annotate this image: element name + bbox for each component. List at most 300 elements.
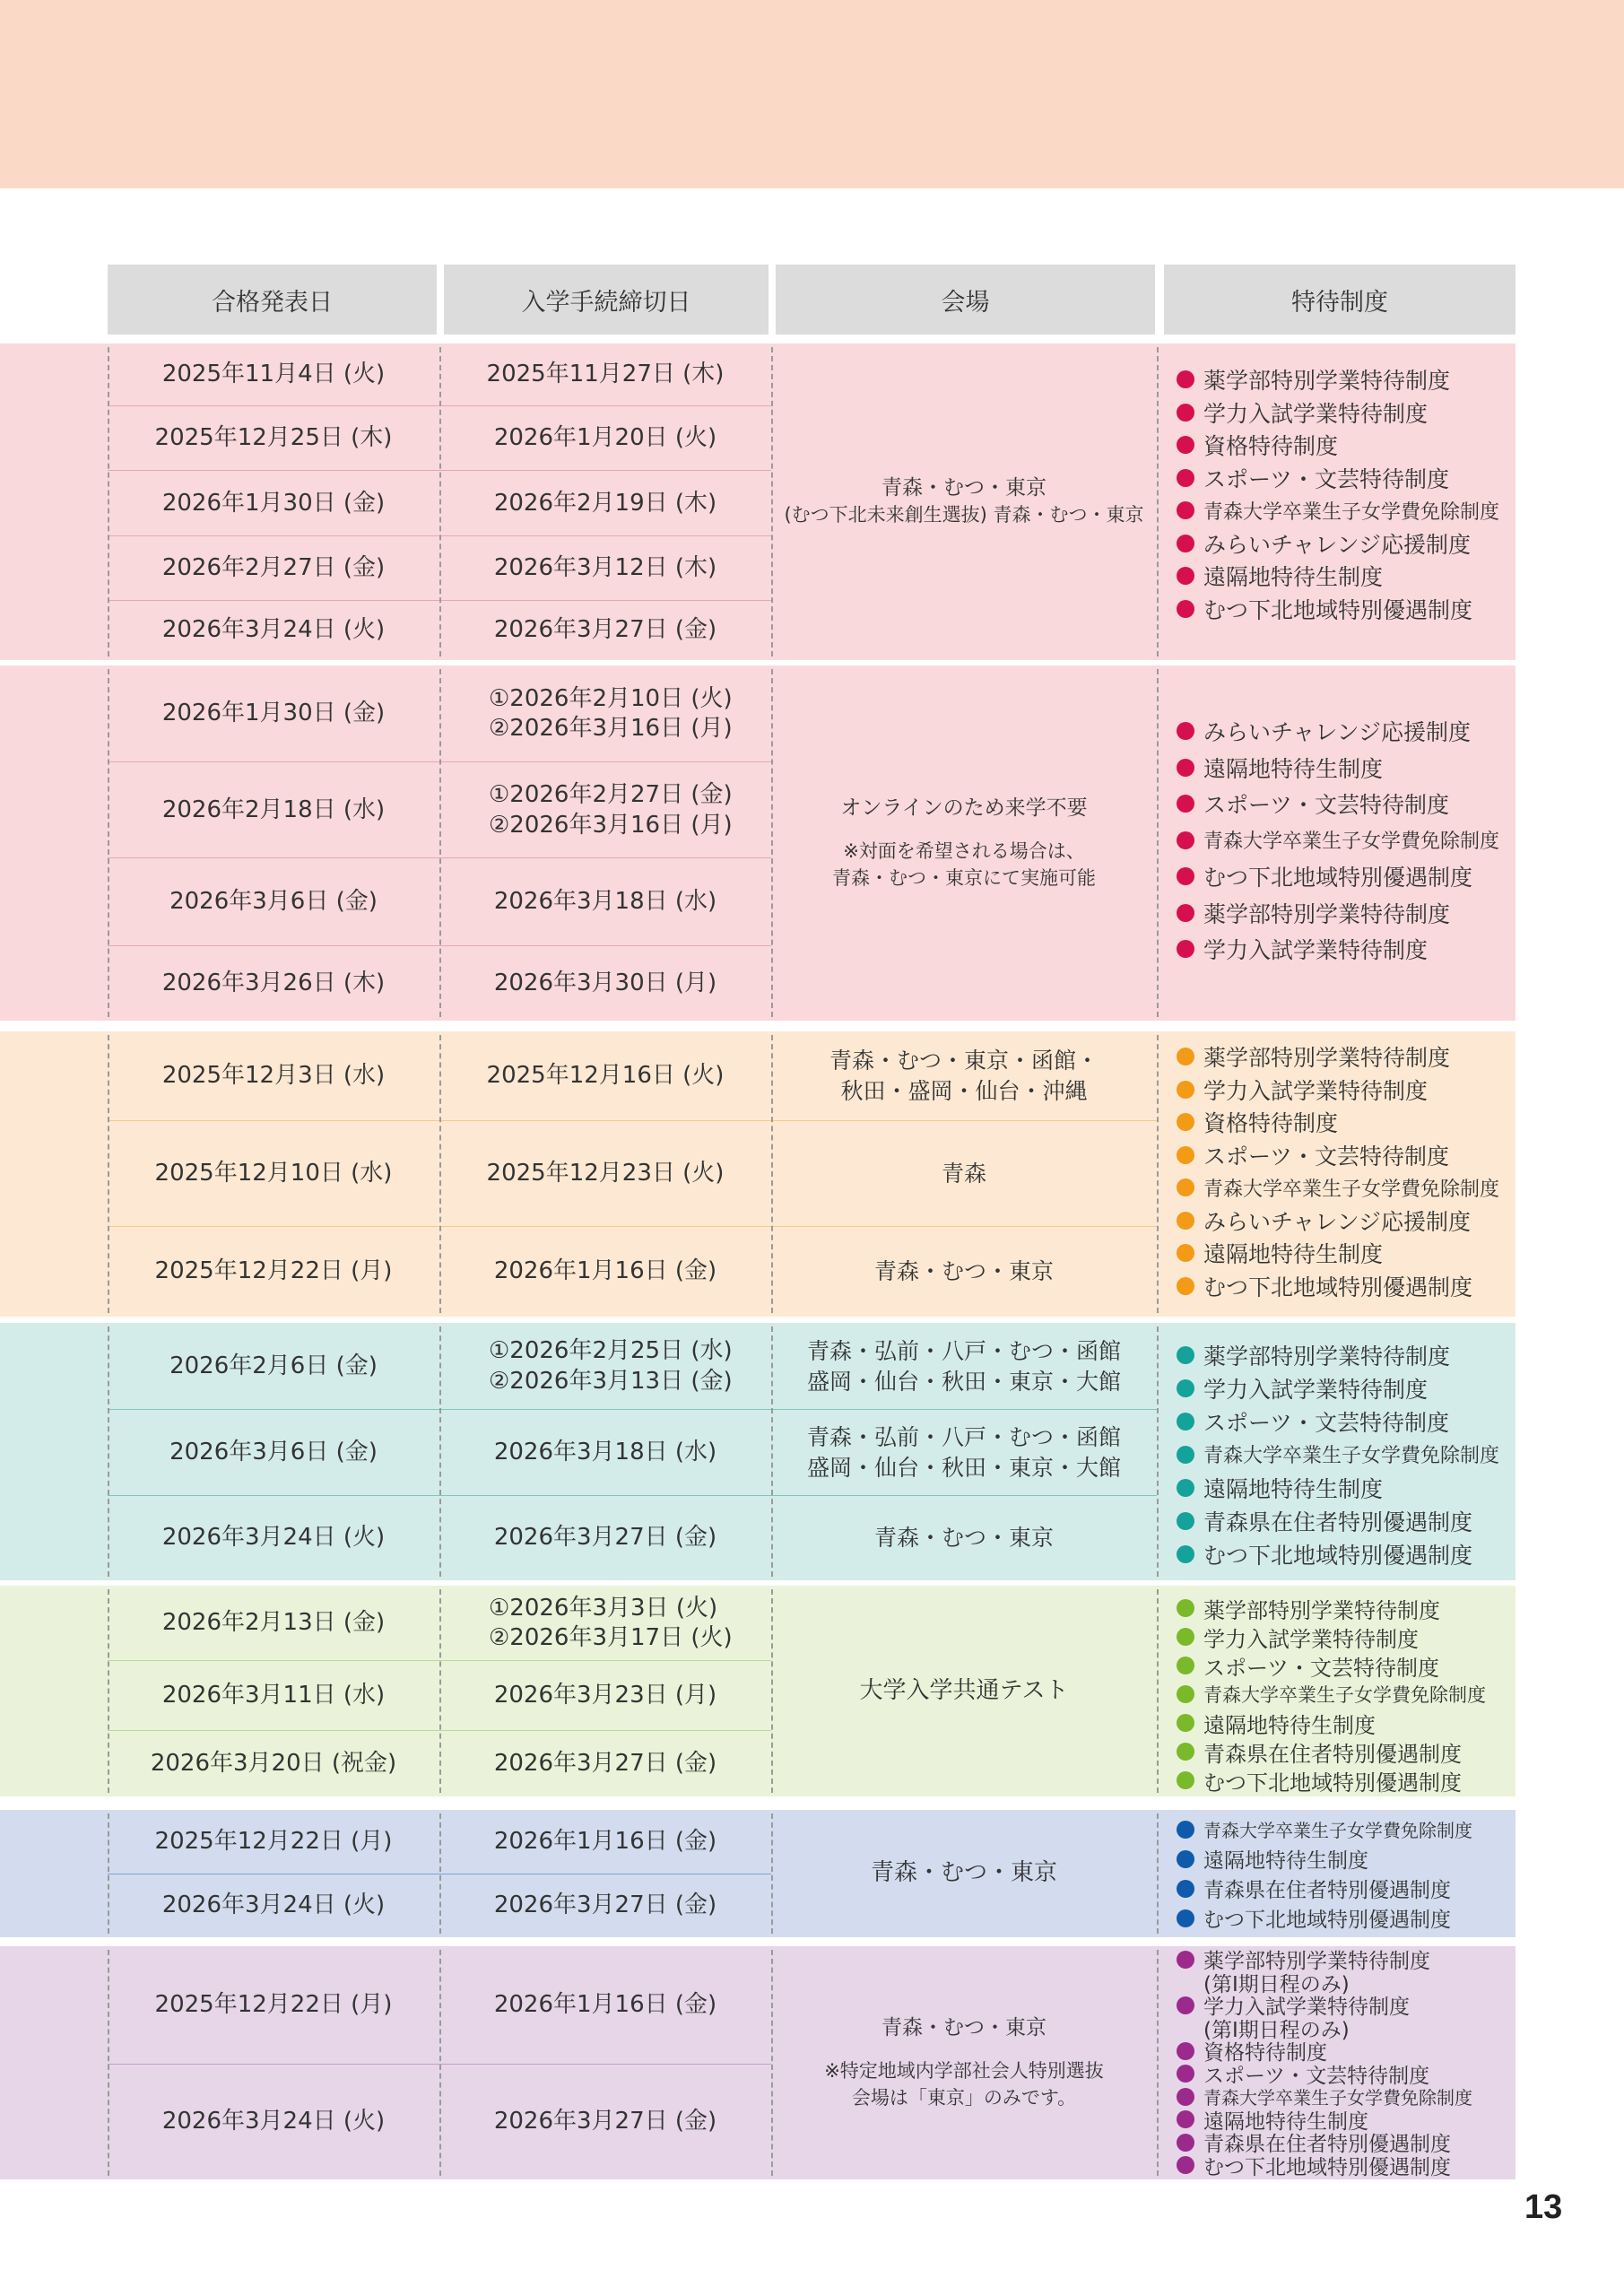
header-enrollment-deadline: 入学手続締切日 (444, 265, 769, 335)
scholarship-name: 薬学部特別学業特待制度 (1203, 1950, 1430, 1974)
text-line: 2026年2月6日 (金) (169, 1352, 378, 1379)
scholarship-item (1177, 1903, 1472, 1933)
scholarship-name: 学力入試学業特待制度 (1203, 1626, 1419, 1652)
text-line: 青森・むつ・東京 (881, 2016, 1046, 2040)
venue-cell (771, 1121, 1157, 1227)
scholarship-item (1177, 1040, 1499, 1074)
deadline-cell (489, 665, 758, 762)
column-divider (108, 1035, 109, 1313)
text-line: ①2026年3月3日 (火) (489, 1594, 718, 1622)
scholarship-item (1177, 1504, 1499, 1537)
deadline-cell (489, 1586, 758, 1661)
column-divider (771, 1813, 773, 1934)
text-line: ②2026年3月13日 (金) (489, 1367, 733, 1395)
scholarship-item (1177, 396, 1499, 430)
scholarship-name: 遠隔地特待生制度 (1203, 1241, 1384, 1268)
text-line: ②2026年3月16日 (月) (489, 811, 733, 839)
text-line: 2025年12月22日 (月) (154, 1991, 393, 2019)
scholarship-item (1177, 429, 1499, 462)
text-line: 2026年2月19日 (木) (493, 489, 717, 517)
bullet-dot-icon (1177, 1714, 1194, 1732)
scholarship-name: 薬学部特別学業特待制度 (1203, 900, 1451, 927)
deadline-cell (439, 601, 771, 660)
announcement-date-cell (108, 1586, 439, 1661)
scholarship-name: むつ下北地域特別優遇制度 (1203, 2155, 1451, 2179)
column-divider (439, 1035, 441, 1313)
text-line: ②2026年3月17日 (火) (489, 1624, 733, 1651)
text-line: 2026年3月24日 (火) (161, 616, 386, 644)
text-line: 2026年1月20日 (火) (493, 424, 717, 452)
scholarship-list (1177, 713, 1499, 968)
text-line: ①2026年2月10日 (火) (489, 684, 733, 712)
text-line: 2026年1月30日 (金) (161, 489, 386, 517)
deadline-cell (439, 536, 771, 601)
text-line: 2025年12月3日 (水) (161, 1062, 386, 1090)
announcement-date-cell (108, 471, 439, 536)
scholarship-item (1177, 1537, 1499, 1570)
text-line: 2025年12月25日 (木) (154, 424, 393, 452)
header-announcement-date: 合格発表日 (108, 265, 437, 335)
announcement-date-cell (108, 1661, 439, 1731)
bullet-dot-icon (1177, 1212, 1194, 1230)
scholarship-item (1177, 1844, 1472, 1874)
text-line: 2026年3月26日 (木) (161, 969, 386, 996)
scholarship-item (1177, 931, 1499, 968)
scholarship-item (1177, 1651, 1486, 1680)
scholarship-item (1177, 1205, 1499, 1238)
text-line: 2026年3月24日 (火) (161, 1892, 386, 1919)
bullet-dot-icon (1177, 1113, 1194, 1131)
scholarship-name: 学力入試学業特待制度 (1203, 1376, 1429, 1403)
text-line: 2026年1月16日 (金) (493, 1991, 717, 2019)
bullet-dot-icon (1177, 1178, 1194, 1196)
scholarship-name: 遠隔地特待生制度 (1203, 2109, 1368, 2134)
deadline-cell (489, 1323, 758, 1410)
scholarship-item (1177, 1171, 1499, 1205)
text-line: 青森・弘前・八戸・むつ・函館 (806, 1337, 1121, 1364)
text-line: 2026年3月23日 (月) (493, 1682, 717, 1709)
deadline-cell (439, 1227, 771, 1317)
scholarship-item (1177, 363, 1499, 396)
announcement-date-cell (108, 601, 439, 660)
scholarship-item (1177, 1139, 1499, 1172)
announcement-date-cell (108, 1874, 439, 1937)
bullet-dot-icon (1177, 1951, 1194, 1969)
text-line: 2026年2月27日 (金) (161, 554, 386, 582)
text-line: 青森・むつ・東京 (873, 1258, 1054, 1285)
scholarship-name: 青森大学卒業生子女学費免除制度 (1203, 1684, 1486, 1706)
scholarship-name: 青森県在住者特別優遇制度 (1203, 2133, 1451, 2157)
scholarship-item (1177, 1270, 1499, 1303)
column-divider (1157, 1326, 1159, 1577)
venue-cell (771, 344, 1157, 660)
bullet-dot-icon (1177, 600, 1194, 618)
section-band (0, 1586, 1624, 1796)
scholarship-name: 青森大学卒業生子女学費免除制度 (1203, 1445, 1500, 1467)
column-divider (1157, 669, 1159, 1017)
scholarship-item (1177, 593, 1499, 626)
scholarship-name: むつ下北地域特別優遇制度 (1203, 1909, 1451, 1932)
scholarship-list (1177, 1594, 1486, 1795)
column-divider (771, 1589, 773, 1793)
venue-cell (771, 1323, 1157, 1410)
announcement-date-cell (108, 1031, 439, 1121)
scholarship-name: 学力入試学業特待制度 (1203, 400, 1429, 427)
scholarship-name: 学力入試学業特待制度 (1203, 1996, 1410, 2020)
text-line: 2026年3月11日 (水) (161, 1682, 386, 1709)
deadline-cell (439, 471, 771, 536)
scholarship-name: むつ下北地域特別優遇制度 (1203, 865, 1473, 891)
scholarship-item (1177, 1471, 1499, 1504)
text-line: 2026年2月13日 (金) (161, 1609, 386, 1637)
scholarship-item (1177, 1106, 1499, 1139)
deadline-cell (439, 946, 771, 1021)
column-divider (771, 1950, 773, 2176)
bullet-dot-icon (1177, 867, 1194, 885)
text-line: 2026年2月18日 (水) (161, 796, 386, 823)
bullet-dot-icon (1177, 2019, 1194, 2037)
section-band (0, 665, 1624, 1021)
column-divider (771, 1326, 773, 1577)
scholarship-name: 薬学部特別学業特待制度 (1203, 1343, 1451, 1370)
text-line: 青森・むつ・東京 (873, 1525, 1054, 1552)
text-line: 2026年3月27日 (金) (493, 616, 717, 644)
bullet-dot-icon (1177, 404, 1194, 422)
bullet-dot-icon (1177, 370, 1194, 388)
text-line: 2025年12月10日 (水) (154, 1160, 393, 1187)
scholarship-item (1177, 1622, 1486, 1651)
announcement-date-cell (108, 1323, 439, 1410)
bullet-dot-icon (1177, 469, 1194, 487)
bullet-dot-icon (1177, 795, 1194, 813)
bullet-dot-icon (1177, 904, 1194, 922)
scholarship-name: (第Ⅰ期日程のみ) (1203, 2018, 1350, 2042)
bullet-dot-icon (1177, 1771, 1194, 1789)
scholarship-name: 薬学部特別学業特待制度 (1203, 1045, 1451, 1072)
scholarship-name: スポーツ・文芸特待制度 (1203, 1409, 1450, 1436)
scholarship-name: 遠隔地特待生制度 (1203, 1712, 1376, 1738)
column-divider (771, 1035, 773, 1313)
bullet-dot-icon (1177, 1973, 1194, 1991)
venue-cell (771, 1031, 1157, 1121)
bullet-dot-icon (1177, 1545, 1194, 1563)
scholarship-item (1177, 1371, 1499, 1405)
scholarship-name: スポーツ・文芸特待制度 (1203, 792, 1450, 819)
scholarship-item (1177, 895, 1499, 932)
venue-cell (771, 1810, 1157, 1937)
bullet-dot-icon (1177, 2065, 1194, 2083)
bullet-dot-icon (1177, 1146, 1194, 1164)
text-line: 2026年3月6日 (金) (169, 888, 378, 916)
text-line: 青森・むつ・東京にて実施可能 (832, 866, 1096, 889)
column-divider (439, 1950, 441, 2176)
scholarship-name: むつ下北地域特別優遇制度 (1203, 1274, 1473, 1300)
bullet-dot-icon (1177, 1685, 1194, 1703)
text-line: ②2026年3月16日 (月) (489, 715, 733, 742)
deadline-cell (439, 2065, 771, 2179)
scholarship-name: 薬学部特別学業特待制度 (1203, 368, 1451, 395)
column-divider (1157, 1950, 1159, 2176)
scholarship-name: 青森県在住者特別優遇制度 (1203, 1509, 1473, 1535)
scholarship-item (1177, 750, 1499, 787)
scholarship-name: 遠隔地特待生制度 (1203, 755, 1384, 782)
column-divider (439, 1589, 441, 1793)
scholarship-name: 青森県在住者特別優遇制度 (1203, 1741, 1462, 1767)
bullet-dot-icon (1177, 2042, 1194, 2060)
venue-cell (771, 1410, 1157, 1496)
announcement-date-cell (108, 946, 439, 1021)
scholarship-item (1177, 1766, 1486, 1795)
scholarship-name: 遠隔地特待生制度 (1203, 1849, 1368, 1873)
scholarship-name: むつ下北地域特別優遇制度 (1203, 1770, 1462, 1796)
text-line: 2025年12月22日 (月) (154, 1828, 393, 1856)
text-line: 秋田・盛岡・仙台・沖縄 (840, 1078, 1088, 1104)
bullet-dot-icon (1177, 1446, 1194, 1464)
text-line: 2026年3月27日 (金) (493, 1749, 717, 1777)
scholarship-list (1177, 1338, 1499, 1570)
text-line: (むつ下北未来創生選抜) 青森・むつ・東京 (784, 504, 1144, 526)
scholarship-name: 青森大学卒業生子女学費免除制度 (1203, 1820, 1472, 1841)
announcement-date-cell (108, 1227, 439, 1317)
text-line: 2026年3月12日 (木) (493, 554, 717, 582)
bullet-dot-icon (1177, 1657, 1194, 1674)
text-line: 2025年12月16日 (火) (486, 1062, 725, 1090)
section-band (0, 1810, 1624, 1937)
column-divider (439, 347, 441, 657)
deadline-cell (439, 344, 771, 406)
bullet-dot-icon (1177, 722, 1194, 740)
scholarship-name: 青森大学卒業生子女学費免除制度 (1203, 500, 1500, 524)
scholarship-item (1177, 1814, 1472, 1844)
text-line: ①2026年2月27日 (金) (489, 781, 733, 809)
scholarship-name: 青森大学卒業生子女学費免除制度 (1203, 1178, 1500, 1201)
bullet-dot-icon (1177, 940, 1194, 958)
bullet-dot-icon (1177, 1996, 1194, 2014)
bullet-dot-icon (1177, 1048, 1194, 1065)
section-band (0, 1946, 1624, 2179)
text-line: 青森 (941, 1161, 986, 1187)
bullet-dot-icon (1177, 1413, 1194, 1431)
bullet-dot-icon (1177, 1479, 1194, 1497)
scholarship-item (1177, 1680, 1486, 1709)
deadline-cell (439, 858, 771, 946)
bullet-dot-icon (1177, 1346, 1194, 1364)
text-line: 2025年12月23日 (火) (486, 1160, 725, 1187)
page-number: 13 (1524, 2188, 1563, 2226)
column-divider (108, 1813, 109, 1934)
bullet-dot-icon (1177, 1821, 1194, 1839)
bullet-dot-icon (1177, 1743, 1194, 1761)
text-line: 2026年3月18日 (水) (493, 888, 717, 916)
text-line: 2025年11月27日 (木) (486, 361, 725, 388)
header-venue: 会場 (776, 265, 1155, 335)
bullet-dot-icon (1177, 1379, 1194, 1397)
text-line: 2026年1月16日 (金) (493, 1257, 717, 1285)
bullet-dot-icon (1177, 1850, 1194, 1868)
bullet-dot-icon (1177, 1880, 1194, 1898)
column-divider (771, 669, 773, 1017)
scholarship-name: みらいチャレンジ応援制度 (1203, 719, 1472, 746)
scholarship-name: スポーツ・文芸特待制度 (1203, 1143, 1450, 1170)
text-line: 2025年11月4日 (火) (161, 361, 386, 388)
text-line: 青森・弘前・八戸・むつ・函館 (806, 1424, 1121, 1451)
scholarship-item (1177, 1594, 1486, 1622)
text-line: 2026年3月27日 (金) (493, 2108, 717, 2135)
scholarship-item (1177, 527, 1499, 561)
section-band (0, 1031, 1624, 1317)
deadline-cell (439, 1031, 771, 1121)
text-line: 大学入学共通テスト (859, 1676, 1069, 1704)
bullet-dot-icon (1177, 2110, 1194, 2128)
section-band (0, 344, 1624, 660)
bullet-dot-icon (1177, 759, 1194, 777)
announcement-date-cell (108, 1410, 439, 1496)
bullet-dot-icon (1177, 831, 1194, 849)
text-line: 2026年3月30日 (月) (493, 969, 717, 996)
venue-cell (771, 1586, 1157, 1796)
text-line: 2026年3月24日 (火) (161, 2108, 386, 2135)
scholarship-item (1177, 822, 1499, 859)
announcement-date-cell (108, 1496, 439, 1580)
venue-cell (771, 1227, 1157, 1317)
column-divider (1157, 1589, 1159, 1793)
scholarship-item (1177, 2063, 1472, 2086)
announcement-date-cell (108, 1810, 439, 1874)
deadline-cell (439, 1731, 771, 1796)
bullet-dot-icon (1177, 1277, 1194, 1295)
scholarship-name: むつ下北地域特別優遇制度 (1203, 596, 1473, 623)
announcement-date-cell (108, 762, 439, 858)
scholarship-name: スポーツ・文芸特待制度 (1203, 2064, 1430, 2088)
text-line: 2026年3月27日 (金) (493, 1524, 717, 1552)
scholarship-item (1177, 1709, 1486, 1737)
text-line: オンラインのため来学不要 (840, 796, 1088, 821)
text-line: 青森・むつ・東京・函館・ (829, 1048, 1099, 1074)
bullet-dot-icon (1177, 1909, 1194, 1927)
deadline-cell (439, 1121, 771, 1227)
scholarship-name: 資格特待制度 (1203, 2041, 1327, 2066)
text-line: 青森・むつ・東京 (870, 1859, 1057, 1887)
scholarship-name: みらいチャレンジ応援制度 (1203, 531, 1472, 558)
column-divider (439, 669, 441, 1017)
bullet-dot-icon (1177, 1244, 1194, 1262)
text-line: 2026年3月6日 (金) (169, 1439, 378, 1466)
scholarship-list (1177, 1040, 1499, 1302)
column-divider (1157, 1035, 1159, 1313)
scholarship-name: スポーツ・文芸特待制度 (1203, 1655, 1440, 1681)
scholarship-item (1177, 1237, 1499, 1270)
scholarship-item (1177, 1438, 1499, 1471)
announcement-date-cell (108, 1946, 439, 2065)
scholarship-name: スポーツ・文芸特待制度 (1203, 465, 1450, 492)
column-divider (439, 1326, 441, 1577)
text-line: ※対面を希望される場合は、 (843, 840, 1085, 863)
deadline-cell (489, 762, 758, 858)
scholarship-name: 薬学部特別学業特待制度 (1203, 1597, 1440, 1623)
announcement-date-cell (108, 1121, 439, 1227)
announcement-date-cell (108, 858, 439, 946)
bullet-dot-icon (1177, 1081, 1194, 1099)
scholarship-item (1177, 1405, 1499, 1438)
bullet-dot-icon (1177, 567, 1194, 585)
scholarship-name: 学力入試学業特待制度 (1203, 937, 1429, 964)
scholarship-name: 遠隔地特待生制度 (1203, 564, 1384, 591)
header-scholarship: 特待制度 (1164, 265, 1515, 335)
text-line: 2026年1月30日 (金) (161, 700, 386, 727)
scholarship-item (1177, 2154, 1472, 2178)
scholarship-item (1177, 494, 1499, 527)
announcement-date-cell (108, 536, 439, 601)
scholarship-name: 学力入試学業特待制度 (1203, 1077, 1429, 1104)
deadline-cell (439, 1874, 771, 1937)
scholarship-item (1177, 1737, 1486, 1766)
text-line: ①2026年2月25日 (水) (489, 1337, 733, 1365)
section-band (0, 1323, 1624, 1580)
announcement-date-cell (108, 2065, 439, 2179)
column-divider (108, 669, 109, 1017)
text-line: 盛岡・仙台・秋田・東京・大館 (806, 1368, 1121, 1395)
column-divider (1157, 347, 1159, 657)
scholarship-name: 資格特待制度 (1203, 1110, 1339, 1137)
column-divider (439, 1813, 441, 1934)
scholarship-item (1177, 1074, 1499, 1107)
announcement-date-cell (108, 665, 439, 762)
bullet-dot-icon (1177, 1599, 1194, 1617)
text-line: 2026年3月20日 (祝金) (150, 1749, 397, 1777)
text-line: 2026年3月27日 (金) (493, 1892, 717, 1919)
column-divider (108, 347, 109, 657)
text-line: 2026年1月16日 (金) (493, 1828, 717, 1856)
venue-cell (771, 1946, 1157, 2179)
bullet-dot-icon (1177, 1512, 1194, 1530)
deadline-cell (439, 1661, 771, 1731)
deadline-cell (439, 1810, 771, 1874)
deadline-cell (439, 406, 771, 471)
venue-cell (771, 665, 1157, 1021)
column-divider (771, 347, 773, 657)
deadline-cell (439, 1946, 771, 2065)
venue-cell (771, 1496, 1157, 1580)
scholarship-name: 遠隔地特待生制度 (1203, 1475, 1384, 1502)
top-color-band (0, 0, 1624, 188)
column-divider (108, 1589, 109, 1793)
column-divider (108, 1950, 109, 2176)
scholarship-item (1177, 1338, 1499, 1371)
announcement-date-cell (108, 1731, 439, 1796)
column-divider (1157, 1813, 1159, 1934)
scholarship-name: 青森県在住者特別優遇制度 (1203, 1879, 1451, 1902)
scholarship-name: みらいチャレンジ応援制度 (1203, 1208, 1472, 1235)
scholarship-name: 青森大学卒業生子女学費免除制度 (1203, 831, 1500, 854)
text-line: 盛岡・仙台・秋田・東京・大館 (806, 1455, 1121, 1481)
scholarship-list (1177, 1948, 1472, 2177)
text-line: 2026年3月18日 (水) (493, 1439, 717, 1466)
bullet-dot-icon (1177, 2156, 1194, 2174)
scholarship-list (1177, 1814, 1472, 1933)
scholarship-name: 青森大学卒業生子女学費免除制度 (1203, 2087, 1472, 2109)
text-line: 会場は「東京」のみです。 (851, 2086, 1077, 2109)
column-divider (108, 1326, 109, 1577)
announcement-date-cell (108, 406, 439, 471)
scholarship-name: むつ下北地域特別優遇制度 (1203, 1542, 1473, 1569)
announcement-date-cell (108, 344, 439, 406)
scholarship-item (1177, 560, 1499, 593)
scholarship-item (1177, 462, 1499, 495)
scholarship-item (1177, 786, 1499, 822)
scholarship-name: 資格特待制度 (1203, 433, 1339, 460)
bullet-dot-icon (1177, 2134, 1194, 2152)
text-line: ※特定地域内学部社会人特別選抜 (824, 2060, 1104, 2083)
